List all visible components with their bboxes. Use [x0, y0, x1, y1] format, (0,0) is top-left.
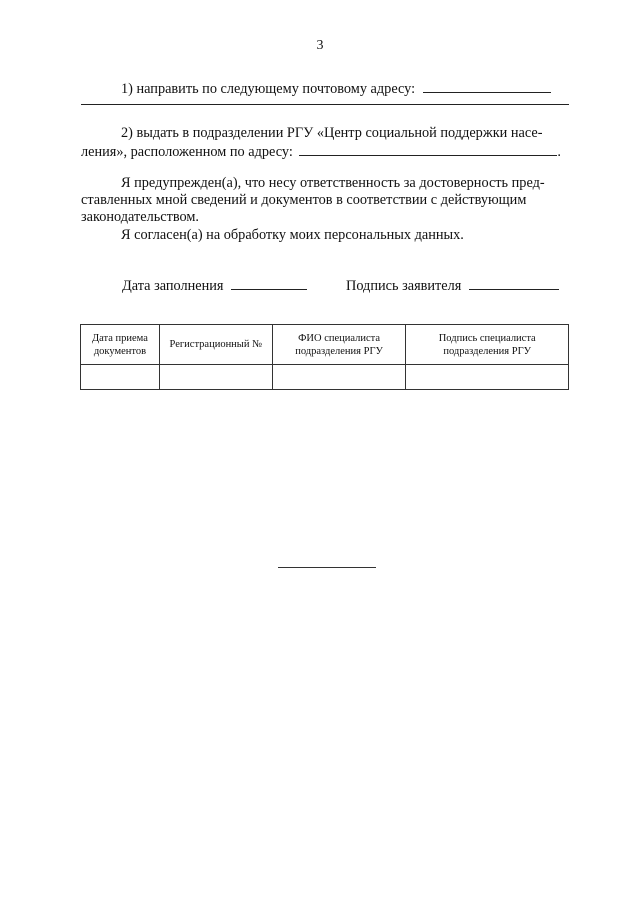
header-specialist-signature: Подпись специалиста подразделения РГУ: [406, 325, 569, 365]
pickup-option-line2: ления», расположенном по адресу: .: [81, 144, 561, 160]
pickup-address-blank[interactable]: [299, 143, 557, 156]
applicant-signature-field: [346, 277, 570, 295]
postal-address-blank-line[interactable]: [81, 104, 569, 105]
pickup-option-line1: 2) выдать в подразделении РГУ «Центр социальной поддержки насе-: [121, 125, 543, 141]
table-row: [81, 365, 569, 390]
postal-address-label: 1) направить по следующему почтовому адресу:: [121, 81, 416, 97]
liability-warning-line3: законодательством.: [81, 209, 199, 225]
cell-registration-number[interactable]: [159, 365, 272, 390]
applicant-signature-blank[interactable]: [469, 277, 559, 290]
applicant-signature-label: Подпись заявителя: [346, 278, 462, 294]
registration-table: [80, 324, 569, 390]
liability-warning-line1: Я предупрежден(а), что несу ответственность за достоверность пред-: [121, 175, 545, 191]
table-header-row: [81, 325, 569, 365]
header-specialist-name: ФИО специалиста подразделения РГУ: [272, 325, 406, 365]
postal-address-option: [81, 80, 609, 98]
personal-data-consent: Я согласен(а) на обработку моих персональных данных.: [121, 227, 464, 243]
fill-date-field: [122, 277, 322, 295]
end-of-document-rule: [278, 567, 376, 568]
cell-specialist-name[interactable]: [272, 365, 406, 390]
fill-date-label: Дата заполнения: [122, 278, 224, 294]
cell-specialist-signature[interactable]: [406, 365, 569, 390]
page-number: 3: [316, 38, 324, 53]
pickup-address-label: ления», расположенном по адресу:: [81, 144, 293, 160]
liability-warning-line2: ставленных мной сведений и документов в соответствии с действующим: [81, 192, 527, 208]
cell-receipt-date[interactable]: [81, 365, 160, 390]
header-receipt-date: Дата приема документов: [81, 325, 160, 365]
header-registration-number: Регистрационный №: [159, 325, 272, 365]
postal-address-blank[interactable]: [423, 80, 551, 93]
fill-date-blank[interactable]: [231, 277, 307, 290]
